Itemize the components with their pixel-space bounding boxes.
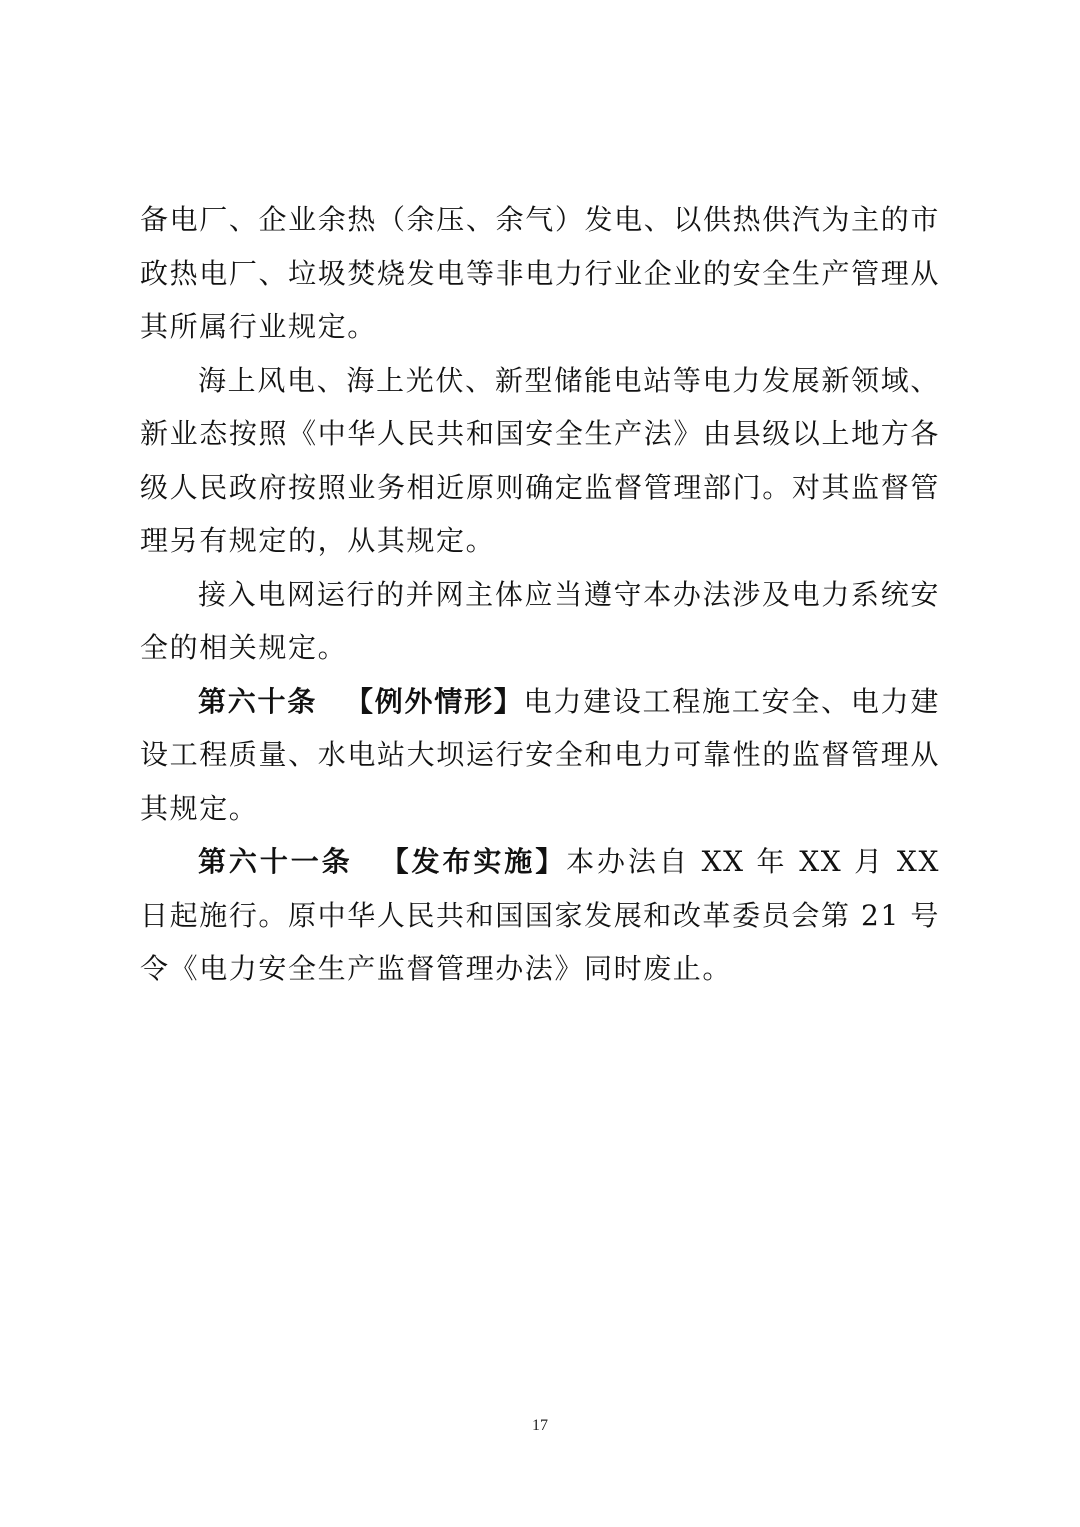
article-61	[140, 835, 940, 996]
page-number: 17	[532, 1417, 548, 1434]
paragraph-grid-connection: 接入电网运行的并网主体应当遵守本办法涉及电力系统安全的相关规定。	[140, 577, 940, 664]
paragraph-continuation: 备电厂、企业余热（余压、余气）发电、以供热供汽为主的市政热电厂、垃圾焚烧发电等非电力行业企业的安全生产管理从其所属行业规定。	[140, 203, 940, 343]
document-body	[140, 193, 940, 996]
paragraph-offshore: 海上风电、海上光伏、新型储能电站等电力发展新领域、新业态按照《中华人民共和国安全生产法》由县级以上地方各级人民政府按照业务相近原则确定监督管理部门。对其监督管理另有规定的，从其规定。	[140, 363, 940, 557]
article-60-number: 第六十条	[198, 684, 318, 718]
article-61-text: 本办法自 XX 年 XX 月 XX 日起施行。原中华人民共和国国家发展和改革委员会第 21 号令《电力安全生产监督管理办法》同时废止。	[140, 845, 940, 985]
article-60-text: 电力建设工程施工安全、电力建设工程质量、水电站大坝运行安全和电力可靠性的监督管理从其规定。	[140, 684, 941, 825]
article-61-number: 第六十一条	[198, 845, 353, 878]
article-60	[140, 675, 940, 836]
article-60-title: 【例外情形】	[345, 684, 524, 718]
article-61-title: 【发布实施】	[380, 845, 567, 878]
